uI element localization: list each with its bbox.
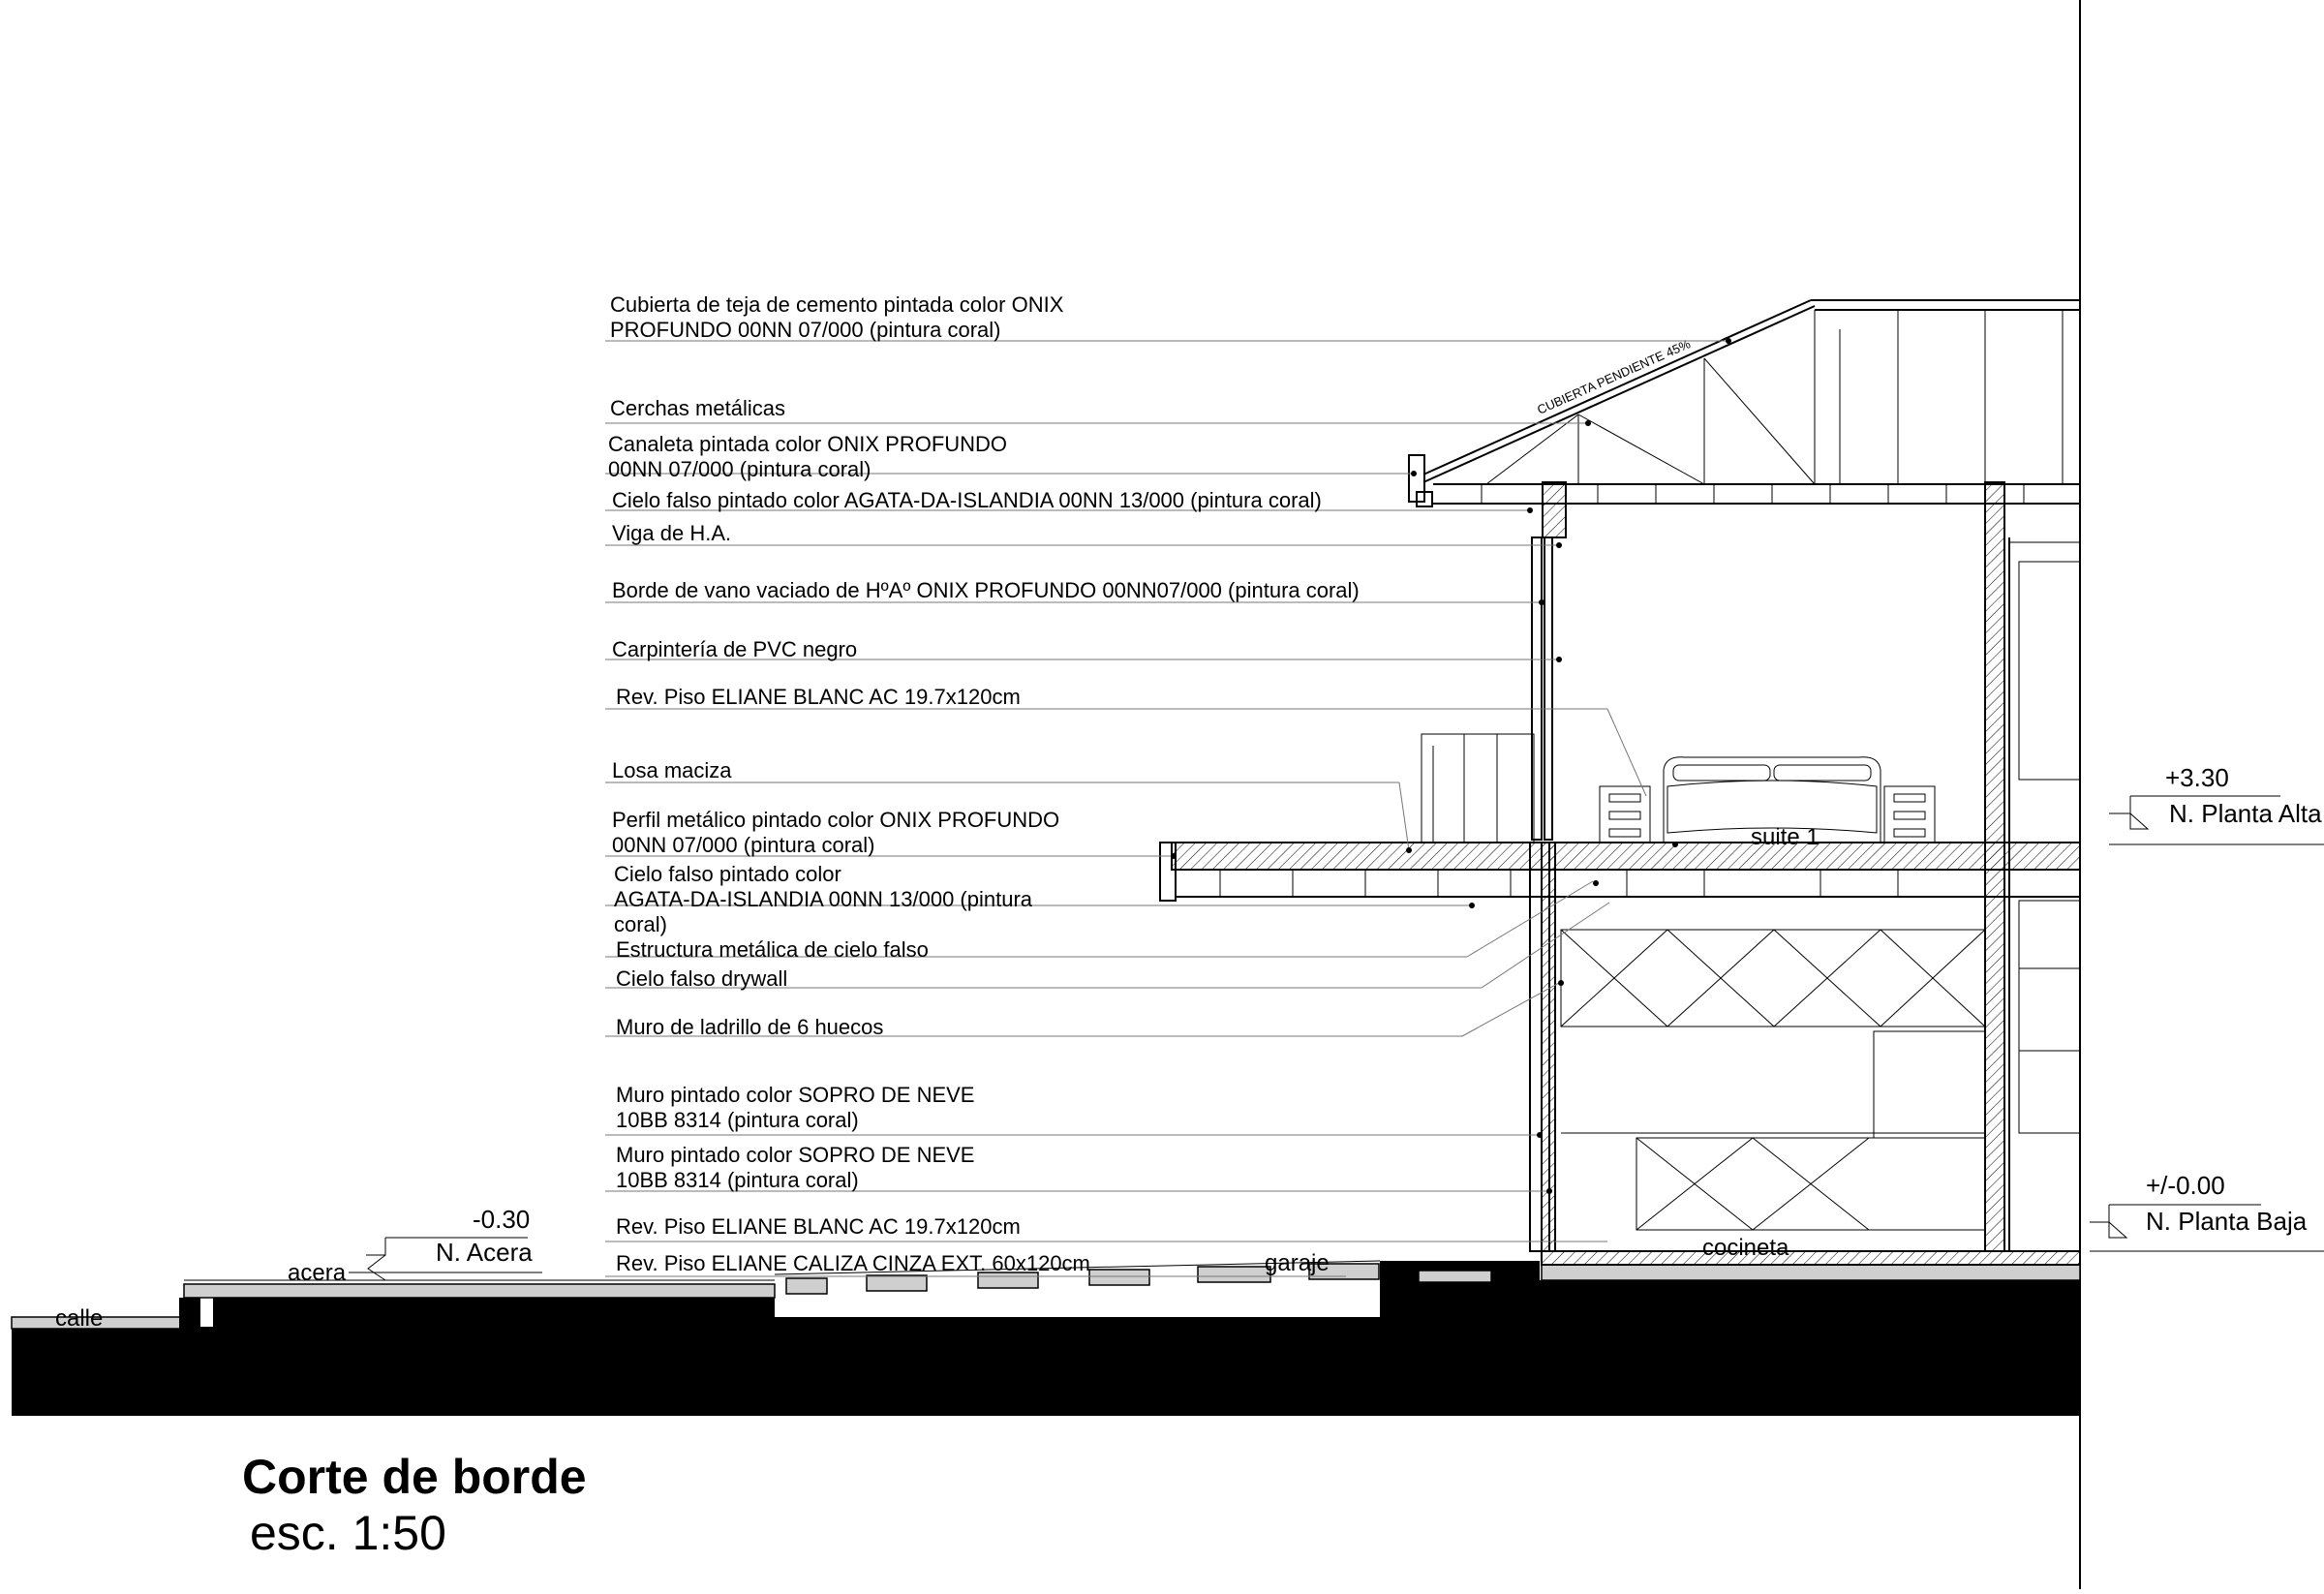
ground-floor-finish [1542, 1251, 2080, 1265]
level-symbol [2090, 1205, 2126, 1238]
annotation-estructura: Estructura metálica de cielo falso [616, 937, 929, 962]
level-symbol [366, 1238, 385, 1280]
annotation-muro-pintado-1-l1: Muro pintado color SOPRO DE NEVE [616, 1083, 975, 1107]
upper-beam [1543, 482, 1566, 537]
annotation-rev-piso-1: Rev. Piso ELIANE BLANC AC 19.7x120cm [616, 685, 1021, 709]
rear-shelf [2019, 901, 2080, 1133]
annotation-cubierta-l2: PROFUNDO 00NN 07/000 (pintura coral) [610, 318, 1001, 342]
annotation-muro-pintado-2-l1: Muro pintado color SOPRO DE NEVE [616, 1143, 975, 1167]
annotation-cielo-falso-1: Cielo falso pintado color AGATA-DA-ISLANDIA 00NN 13/000 (pintura coral) [612, 488, 1322, 512]
balcony-railing [1422, 734, 1534, 843]
level-marker-planta-baja [2090, 1171, 2324, 1251]
curb [179, 1298, 200, 1333]
drawing-scale: esc. 1:50 [250, 1506, 446, 1560]
room-label-acera: acera [288, 1260, 347, 1286]
annotation-perfil-l1: Perfil metálico pintado color ONIX PROFUNDO [612, 808, 1060, 832]
upper-cabinets [1561, 930, 1985, 1027]
annotation-muro-pintado-2-l2: 10BB 8314 (pintura coral) [616, 1168, 859, 1192]
level-symbol [2109, 796, 2148, 829]
sidewalk-pavement [184, 1284, 775, 1298]
annotations [608, 292, 1360, 1275]
upper-floor-slab [1172, 843, 2080, 870]
drawing-title: Corte de borde [242, 1450, 587, 1504]
level-name-planta-baja: N. Planta Baja [2146, 1207, 2308, 1236]
annotation-cubierta-l1: Cubierta de teja de cemento pintada color ONIX [610, 292, 1064, 317]
annotation-drywall: Cielo falso drywall [616, 966, 788, 991]
level-value-planta-alta: +3.30 [2165, 763, 2229, 792]
annotation-cielo-falso-2-l3: coral) [614, 912, 668, 936]
level-name-acera: N. Acera [436, 1238, 533, 1267]
level-value-acera: -0.30 [473, 1205, 531, 1234]
annotation-viga: Viga de H.A. [612, 521, 732, 545]
annotation-cielo-falso-2-l1: Cielo falso pintado color [614, 862, 841, 886]
level-marker-acera [349, 1205, 542, 1280]
roof-truss [1423, 300, 2080, 484]
level-marker-planta-alta [2109, 763, 2324, 844]
annotation-carpinteria: Carpintería de PVC negro [612, 637, 858, 661]
annotation-cielo-falso-2-l2: AGATA-DA-ISLANDIA 00NN 13/000 (pintura [614, 887, 1033, 911]
annotation-losa: Losa maciza [612, 758, 732, 782]
roof-slope [1423, 300, 1811, 475]
annotation-muro-pintado-1-l2: 10BB 8314 (pintura coral) [616, 1108, 859, 1132]
tall-cabinet [1874, 1031, 1985, 1138]
annotation-rev-piso-2: Rev. Piso ELIANE BLANC AC 19.7x120cm [616, 1214, 1021, 1239]
ground-floor-slab [1542, 1265, 2080, 1280]
room-label-suite: suite 1 [1751, 824, 1819, 850]
level-value-planta-baja: +/-0.00 [2146, 1171, 2225, 1200]
annotation-rev-piso-3: Rev. Piso ELIANE CALIZA CINZA EXT. 60x120cm [616, 1251, 1090, 1275]
ceiling-joists [1220, 870, 1898, 897]
annotation-cerchas: Cerchas metálicas [610, 396, 785, 420]
annotation-muro-ladrillo: Muro de ladrillo de 6 huecos [616, 1015, 884, 1039]
building-section [1160, 300, 2080, 1251]
annotation-canaleta-l1: Canaleta pintada color ONIX PROFUNDO [608, 432, 1008, 456]
roof-slope-label: CUBIERTA PENDIENTE 45% [1535, 336, 1693, 417]
room-label-calle: calle [55, 1305, 104, 1332]
annotation-perfil-l2: 00NN 07/000 (pintura coral) [612, 833, 875, 857]
level-name-planta-alta: N. Planta Alta [2169, 799, 2322, 828]
room-label-cocineta: cocineta [1702, 1235, 1789, 1261]
kitchen-cabinets [1561, 930, 1985, 1230]
rear-wardrobe-upper [2009, 542, 2080, 843]
nightstand-left [1600, 786, 1650, 843]
nightstand-right [1884, 786, 1935, 843]
annotation-borde-vano: Borde de vano vaciado de HºAº ONIX PROFUNDO 00NN07/000 (pintura coral) [612, 578, 1360, 602]
annotation-canaleta-l2: 00NN 07/000 (pintura coral) [608, 457, 872, 481]
room-label-garaje: garaje [1265, 1250, 1330, 1276]
